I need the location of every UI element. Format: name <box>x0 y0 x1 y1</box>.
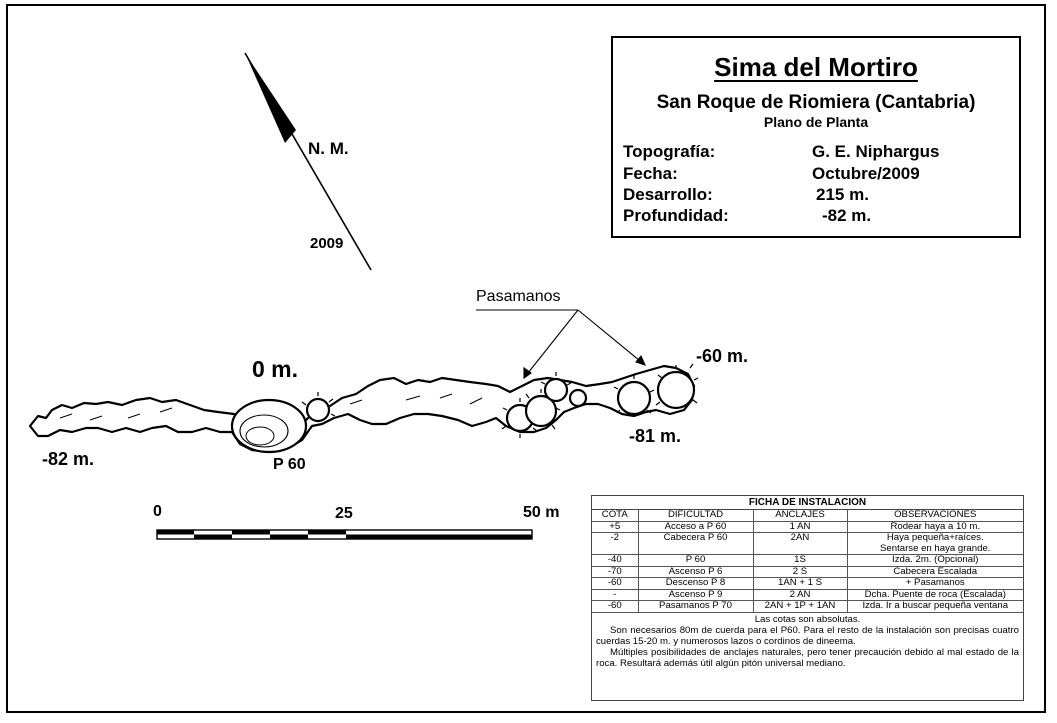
table-cell: -60 <box>592 601 638 613</box>
table-cell: 2 S <box>753 566 847 578</box>
table-cell: 2AN + 1P + 1AN <box>753 601 847 613</box>
table-row <box>592 521 1023 533</box>
column-header: OBSERVACIONES <box>847 510 1023 521</box>
entrance-pit-label: P 60 <box>273 456 306 473</box>
column-header: ANCLAJES <box>753 510 847 521</box>
table-cell: +5 <box>592 521 638 533</box>
table-row <box>592 601 1023 613</box>
right-low-depth-label: -81 m. <box>629 426 682 446</box>
survey-row-value: Octubre/2009 <box>812 164 920 183</box>
table-cell: Ascenso P 6 <box>638 566 753 578</box>
table-header-row <box>592 510 1023 521</box>
survey-row-label: Fecha: <box>623 164 678 183</box>
survey-row-value: 215 m. <box>816 185 869 204</box>
column-header: DIFICULTAD <box>638 510 753 521</box>
installation-sheet <box>591 495 1024 701</box>
table-cell: - <box>592 589 638 601</box>
table-cell: Pasamanos P 70 <box>638 601 753 613</box>
survey-row-label: Desarrollo: <box>623 185 713 204</box>
table-cell: Descenso P 8 <box>638 578 753 590</box>
table-cell: 1 AN <box>753 521 847 533</box>
left-end-depth-label: -82 m. <box>42 449 95 469</box>
survey-row-value: G. E. Niphargus <box>812 142 940 161</box>
installation-sheet-heading: FICHA DE INSTALACION <box>592 496 1023 510</box>
north-arrow-icon <box>245 53 371 270</box>
survey-row-value: -82 m. <box>822 206 872 225</box>
right-end-depth-label: -60 m. <box>696 346 749 366</box>
table-cell: Rodear haya a 10 m. <box>847 521 1023 533</box>
note-absolute: Las cotas son absolutas. <box>754 613 861 625</box>
survey-location: San Roque de Riomiera (Cantabria) <box>656 92 976 113</box>
table-cell: Cabecera Escalada <box>847 566 1023 578</box>
survey-title: Sima del Mortiro <box>714 52 918 82</box>
entrance-depth-label: 0 m. <box>252 356 299 382</box>
table-cell: Dcha. Puente de roca (Escalada) <box>847 589 1023 601</box>
survey-row-label: Topografía: <box>623 142 716 161</box>
table-cell: Izda. Ir a buscar pequeña ventana <box>847 601 1023 613</box>
north-label: N. M. <box>308 139 349 158</box>
table-cell: 1S <box>753 555 847 567</box>
column-header: COTA <box>592 510 638 521</box>
table-body <box>592 521 1023 612</box>
table-row <box>592 555 1023 567</box>
pasamanos-arrows <box>476 310 645 378</box>
table-cell: 2 AN <box>753 589 847 601</box>
note-paragraph: Múltiples posibilidades de anclajes naturales, pero tener precaución debido al mal estado de la roca. Resultará además útil algún pitón universal mediano. <box>596 646 1019 669</box>
north-year: 2009 <box>310 235 344 252</box>
scale-bar <box>157 530 532 539</box>
table-cell: -70 <box>592 566 638 578</box>
table-cell: 2AN <box>753 533 847 555</box>
note-paragraph: Son necesarios 80m de cuerda para el P60. Para el resto de la instalación son precisas cuatro cuerdas 15-20 m. y numerosos lazos o cordinos de dineema. <box>596 624 1019 647</box>
table-cell: Haya pequeña+raíces. Sentarse en haya grande. <box>847 533 1023 555</box>
title-block <box>611 36 1021 238</box>
scale-tick-label: 0 <box>153 503 162 520</box>
installation-notes <box>592 613 1023 669</box>
table-cell: -2 <box>592 533 638 555</box>
table-cell: Cabecera P 60 <box>638 533 753 555</box>
table-row <box>592 578 1023 590</box>
table-row <box>592 589 1023 601</box>
table-row <box>592 533 1023 555</box>
pasamanos-label: Pasamanos <box>476 288 561 305</box>
table-cell: Acceso a P 60 <box>638 521 753 533</box>
table-cell: 1AN + 1 S <box>753 578 847 590</box>
scale-tick-label: 25 <box>335 505 353 522</box>
survey-row-label: Profundidad: <box>623 206 729 225</box>
survey-subtitle: Plano de Planta <box>763 114 869 130</box>
table-cell: P 60 <box>638 555 753 567</box>
installation-table <box>592 510 1023 613</box>
table-cell: Ascenso P 9 <box>638 589 753 601</box>
cave-passage <box>30 366 694 452</box>
table-row <box>592 566 1023 578</box>
scale-tick-label: 50 m <box>523 504 560 521</box>
table-cell: -40 <box>592 555 638 567</box>
table-cell: -60 <box>592 578 638 590</box>
table-cell: Izda. 2m. (Opcional) <box>847 555 1023 567</box>
table-cell: + Pasamanos <box>847 578 1023 590</box>
